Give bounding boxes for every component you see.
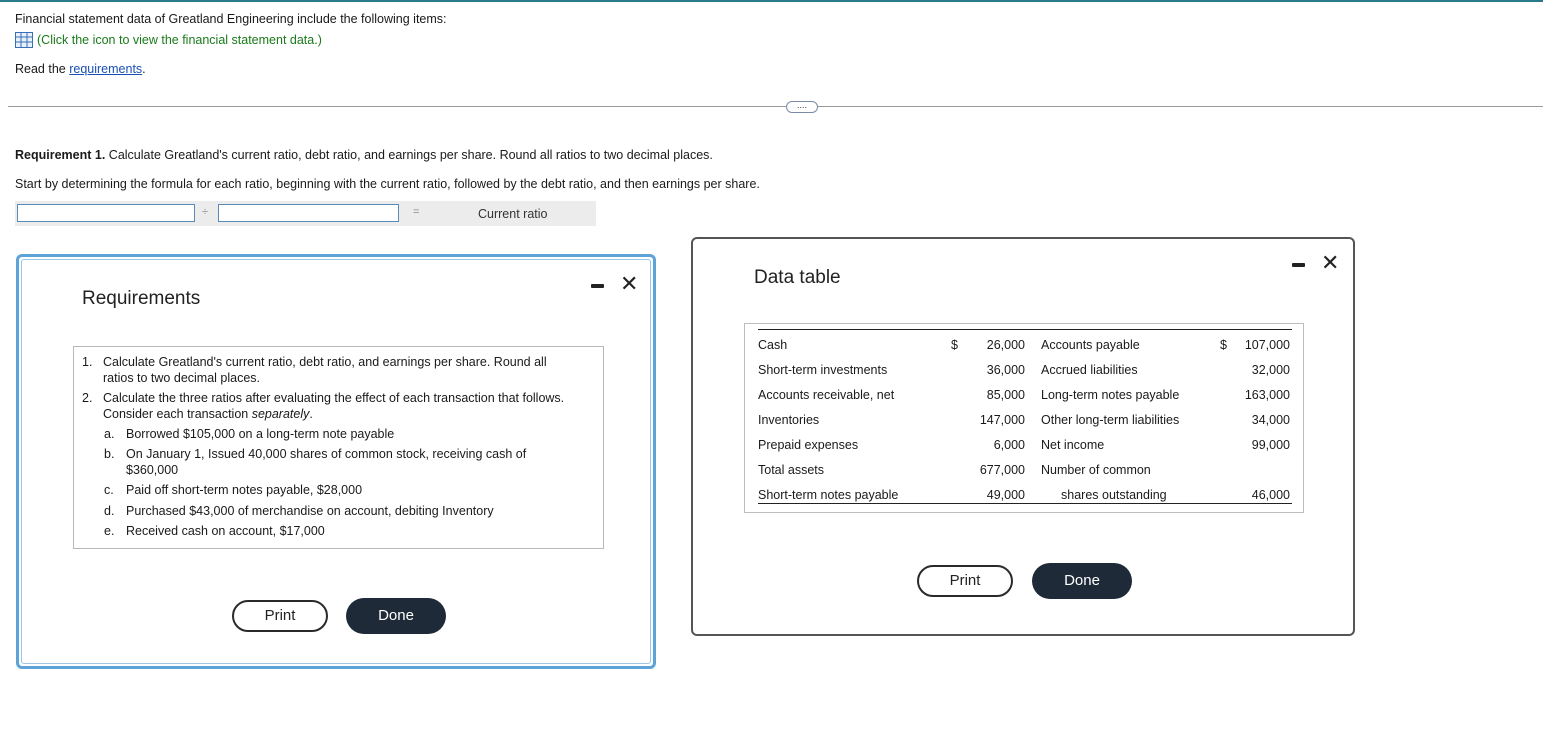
table-cell-label: shares outstanding: [1061, 488, 1167, 502]
table-cell-value: 147,000: [979, 413, 1025, 427]
data-link-text[interactable]: (Click the icon to view the financial statement data.): [37, 33, 322, 47]
table-cell-label: Accounts receivable, net: [758, 388, 895, 402]
table-cell-value: 32,000: [1251, 363, 1290, 377]
sub-item-letter: e.: [104, 524, 115, 538]
table-cell-value: 36,000: [986, 363, 1025, 377]
table-cell-value: 26,000: [986, 338, 1025, 352]
formula-row: [15, 201, 596, 226]
denominator-input[interactable]: [218, 204, 399, 222]
instruction-text: Start by determining the formula for each ratio, beginning with the current ratio, followed by the debt ratio, and then earnings per share.: [15, 177, 760, 191]
sub-item-text-cont: $360,000: [126, 463, 179, 477]
item-text-plain: Consider each transaction: [103, 407, 252, 421]
table-cell-value: 163,000: [1244, 388, 1290, 402]
table-cell-value: 34,000: [1251, 413, 1290, 427]
item-number: 2.: [82, 391, 93, 405]
table-cell-label: Short-term notes payable: [758, 488, 899, 502]
intro-text: Financial statement data of Greatland Engineering include the following items:: [15, 12, 447, 26]
print-button[interactable]: Print: [917, 565, 1013, 597]
close-icon[interactable]: ✕: [1321, 250, 1340, 275]
minimize-icon[interactable]: [591, 284, 604, 288]
table-cell-label: Accounts payable: [1041, 338, 1140, 352]
item-text: Calculate the three ratios after evaluating the effect of each transaction that follows.: [103, 391, 565, 405]
sub-item-text: Borrowed $105,000 on a long-term note payable: [126, 427, 395, 441]
table-cell-label: Accrued liabilities: [1041, 363, 1138, 377]
sub-item-letter: c.: [104, 483, 114, 497]
table-grid-icon[interactable]: [15, 32, 33, 48]
numerator-input[interactable]: [17, 204, 195, 222]
sub-item-letter: b.: [104, 447, 115, 461]
table-cell-dollar: $: [951, 338, 958, 352]
table-cell-value: 99,000: [1251, 438, 1290, 452]
data-table-title: Data table: [754, 267, 841, 288]
table-top-rule: [758, 329, 1292, 330]
requirements-title: Requirements: [82, 288, 201, 309]
item-text-end: .: [309, 407, 313, 421]
section-divider: [8, 106, 1543, 107]
table-cell-label: Total assets: [758, 463, 825, 477]
table-cell-label: Long-term notes payable: [1041, 388, 1180, 402]
table-cell-value: 85,000: [986, 388, 1025, 402]
table-cell-label: Number of common: [1041, 463, 1151, 477]
table-cell-value: 107,000: [1244, 338, 1290, 352]
sub-item-letter: a.: [104, 427, 115, 441]
divide-sign: ÷: [202, 206, 209, 218]
expand-button[interactable]: ....: [786, 101, 818, 113]
sub-item-text: Paid off short-term notes payable, $28,000: [126, 483, 363, 497]
done-button[interactable]: Done: [346, 598, 446, 634]
close-icon[interactable]: ✕: [620, 271, 639, 296]
data-table-window: [691, 237, 1355, 636]
item-text-cont: ratios to two decimal places.: [103, 371, 261, 385]
table-cell-dollar: $: [1220, 338, 1227, 352]
item-text-italic: separately: [251, 407, 310, 421]
requirements-window: [16, 254, 656, 669]
financial-data-table: [744, 323, 1304, 513]
item-text: Calculate Greatland's current ratio, debt ratio, and earnings per share. Round all: [103, 355, 547, 369]
read-requirements: [15, 62, 146, 76]
table-cell-value: 6,000: [993, 438, 1025, 452]
table-cell-label: Cash: [758, 338, 788, 352]
req1-bold: Requirement 1.: [15, 148, 106, 162]
print-button[interactable]: Print: [232, 600, 328, 632]
table-cell-value: 46,000: [1251, 488, 1290, 502]
requirement-1-heading: [15, 148, 713, 162]
sub-item-letter: d.: [104, 504, 115, 518]
req1-text: Calculate Greatland's current ratio, debt ratio, and earnings per share. Round all ratios to two decimal places.: [105, 148, 713, 162]
sub-item-text: Purchased $43,000 of merchandise on account, debiting Inventory: [126, 504, 494, 518]
table-cell-label: Short-term investments: [758, 363, 888, 377]
equals-sign: =: [413, 206, 420, 218]
minimize-icon[interactable]: [1292, 263, 1305, 267]
table-cell-label: Prepaid expenses: [758, 438, 859, 452]
item-text-cont: [103, 407, 313, 421]
read-req-prefix: Read the: [15, 62, 70, 76]
table-cell-value: 49,000: [986, 488, 1025, 502]
table-cell-label: Other long-term liabilities: [1041, 413, 1180, 427]
item-number: 1.: [82, 355, 93, 369]
done-button[interactable]: Done: [1032, 563, 1132, 599]
requirements-list: [73, 346, 604, 549]
table-bottom-rule: [758, 503, 1292, 504]
table-cell-label: Inventories: [758, 413, 820, 427]
data-table-link[interactable]: [15, 32, 322, 48]
requirements-link[interactable]: requirements: [69, 62, 143, 76]
sub-item-text: Received cash on account, $17,000: [126, 524, 325, 538]
table-cell-value: 677,000: [979, 463, 1025, 477]
read-req-suffix: .: [142, 62, 146, 76]
table-cell-label: Net income: [1041, 438, 1105, 452]
sub-item-text: On January 1, Issued 40,000 shares of common stock, receiving cash of: [126, 447, 527, 461]
formula-result-label: Current ratio: [478, 207, 548, 221]
requirements-window-inner: [21, 259, 651, 664]
top-rule: [0, 0, 1543, 2]
